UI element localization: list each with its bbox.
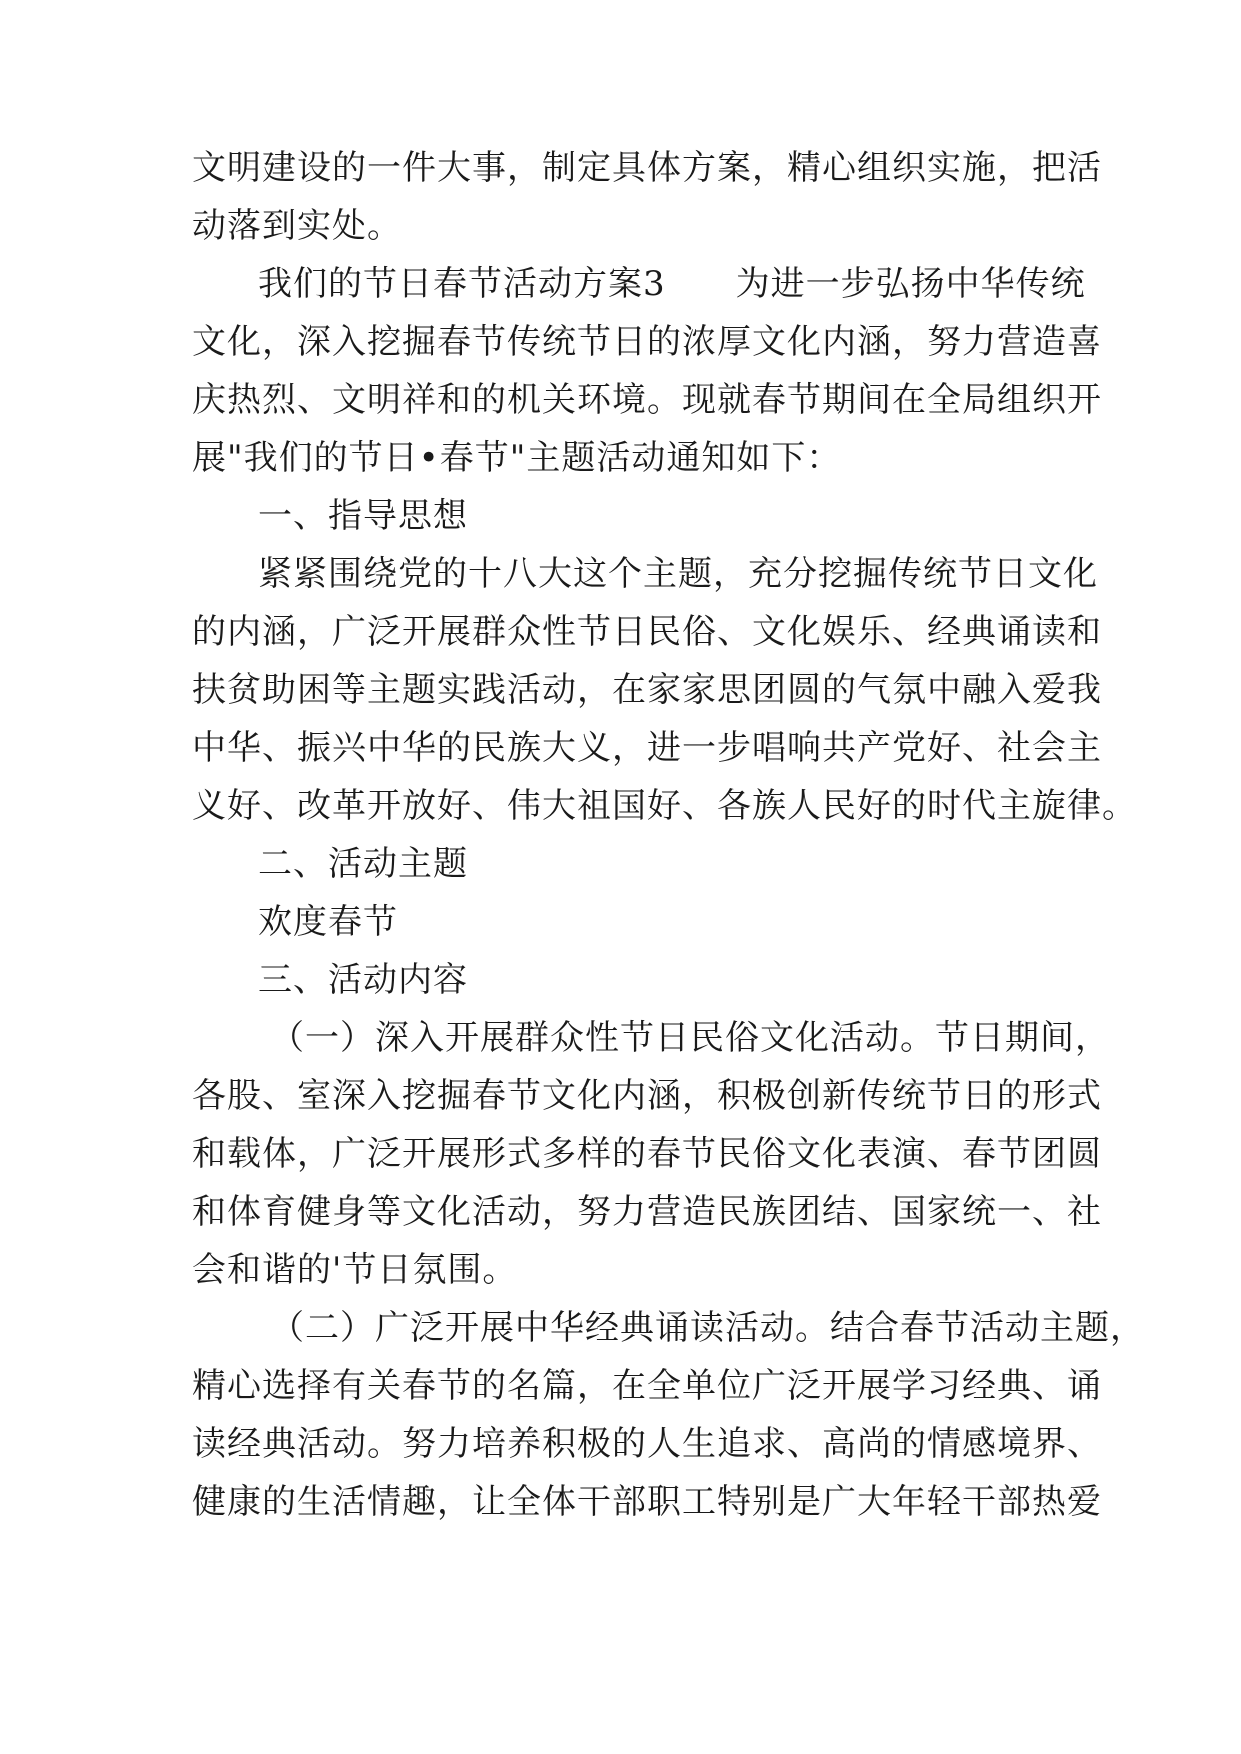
- text-line: 精心选择有关春节的名篇，在全单位广泛开展学习经典、诵: [192, 1366, 1102, 1406]
- text-line: 会和谐的'节日氛围。: [192, 1250, 518, 1290]
- text-line: （二）广泛开展中华经典诵读活动。结合春节活动主题，: [270, 1308, 1145, 1348]
- text-line: 文化，深入挖掘春节传统节日的浓厚文化内涵，努力营造喜: [192, 322, 1102, 362]
- text-line: 中华、振兴中华的民族大义，进一步唱响共产党好、社会主: [192, 728, 1102, 768]
- text-line: 展"我们的节日•春节"主题活动通知如下：: [192, 438, 842, 478]
- text-line: 健康的生活情趣，让全体干部职工特别是广大年轻干部热爱: [192, 1482, 1102, 1522]
- text-line: 各股、室深入挖掘春节文化内涵，积极创新传统节日的形式: [192, 1076, 1102, 1116]
- text-line: 文明建设的一件大事，制定具体方案，精心组织实施，把活: [192, 148, 1102, 188]
- text-line: 欢度春节: [258, 902, 398, 942]
- section-heading: 三、活动内容: [258, 960, 468, 1000]
- text-line: （一）深入开展群众性节日民俗文化活动。节日期间，: [270, 1018, 1110, 1058]
- text-line: 的内涵，广泛开展群众性节日民俗、文化娱乐、经典诵读和: [192, 612, 1102, 652]
- text-line: 和载体，广泛开展形式多样的春节民俗文化表演、春节团圆: [192, 1134, 1102, 1174]
- text-line: 紧紧围绕党的十八大这个主题，充分挖掘传统节日文化: [258, 554, 1098, 594]
- text-line: 我们的节日春节活动方案3 为进一步弘扬中华传统: [258, 264, 1086, 304]
- text-line: 和体育健身等文化活动，努力营造民族团结、国家统一、社: [192, 1192, 1102, 1232]
- text-line: 动落到实处。: [192, 206, 402, 246]
- text-line: 读经典活动。努力培养积极的人生追求、高尚的情感境界、: [192, 1424, 1102, 1464]
- text-line: 庆热烈、文明祥和的机关环境。现就春节期间在全局组织开: [192, 380, 1102, 420]
- section-heading: 一、指导思想: [258, 496, 468, 536]
- text-line: 义好、改革开放好、伟大祖国好、各族人民好的时代主旋律。: [192, 786, 1137, 826]
- text-line: 扶贫助困等主题实践活动，在家家思团圆的气氛中融入爱我: [192, 670, 1102, 710]
- section-heading: 二、活动主题: [258, 844, 468, 884]
